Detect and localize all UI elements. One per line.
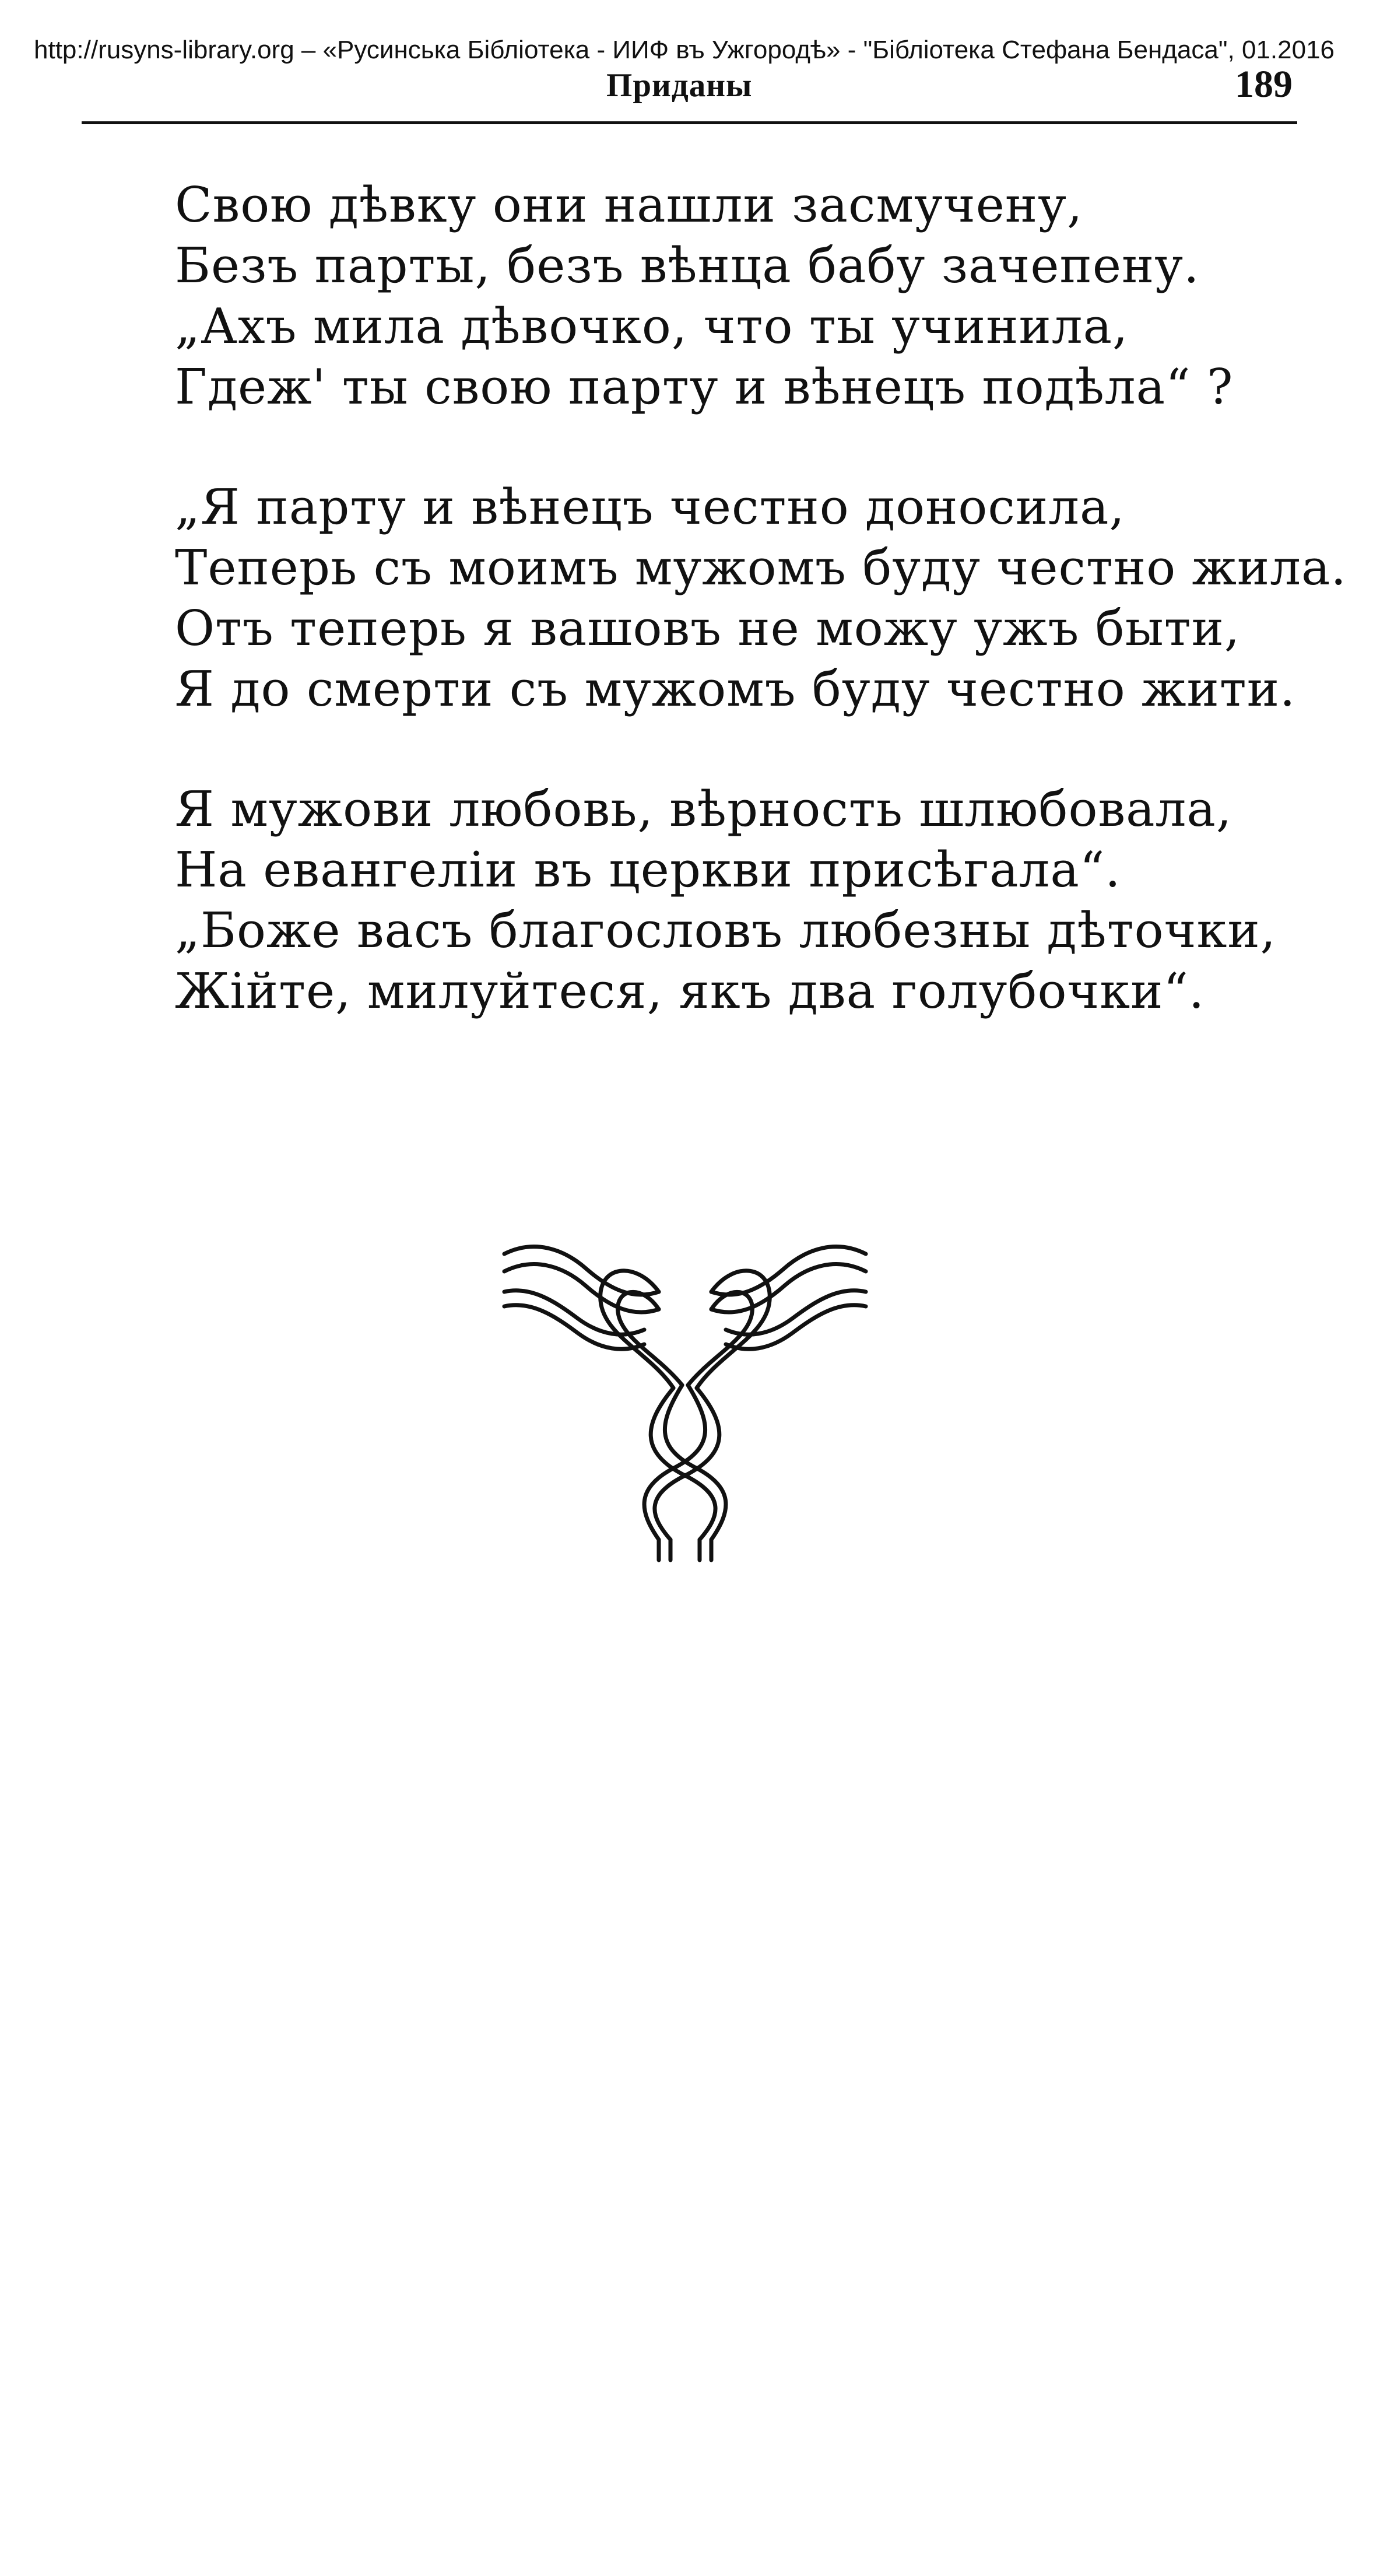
verse-line: „Я парту и вѣнецъ честно доносила, (175, 479, 1125, 535)
header-divider (82, 121, 1297, 124)
page-title: Приданы (606, 67, 753, 104)
verse-line: Жійте, милуйтеся, якъ два голубочки“. (175, 963, 1205, 1019)
page-number: 189 (1235, 63, 1293, 106)
stanza-1 (175, 175, 1283, 418)
interlaced-knot-ornament-icon (498, 1236, 872, 1563)
verse-line: На евангеліи въ церкви присѣгала“. (175, 842, 1121, 898)
verse-line: Я до смерти съ мужомъ буду честно жити. (175, 661, 1296, 717)
verse-line: Я мужови любовь, вѣрность шлюбовала, (175, 781, 1232, 837)
verse-line: Безъ парты, безъ вѣнца бабу зачепену. (175, 237, 1200, 294)
verse-line: „Ахъ мила дѣвочко, что ты учинила, (175, 298, 1129, 355)
verse-line: Гдеж' ты свою парту и вѣнецъ подѣла“ ? (175, 359, 1234, 415)
source-url-line: http://rusyns-library.org – «Русинська Бібліотека - ИИФ въ Ужгородѣ» - "Бібліотека Стефана Бендаса", 01.2016 (34, 36, 1335, 64)
verse-line: Отъ теперь я вашовъ не можу ужъ быти, (175, 600, 1241, 657)
poem (175, 175, 1347, 1081)
verse-line: Свою дѣвку они нашли засмучену, (175, 177, 1083, 233)
verse-line: Теперь съ моимъ мужомъ буду честно жила. (175, 539, 1347, 596)
verse-line: „Боже васъ благословъ любезны дѣточки, (175, 902, 1277, 959)
stanza-2 (175, 477, 1347, 720)
stanza-3 (175, 779, 1283, 1022)
